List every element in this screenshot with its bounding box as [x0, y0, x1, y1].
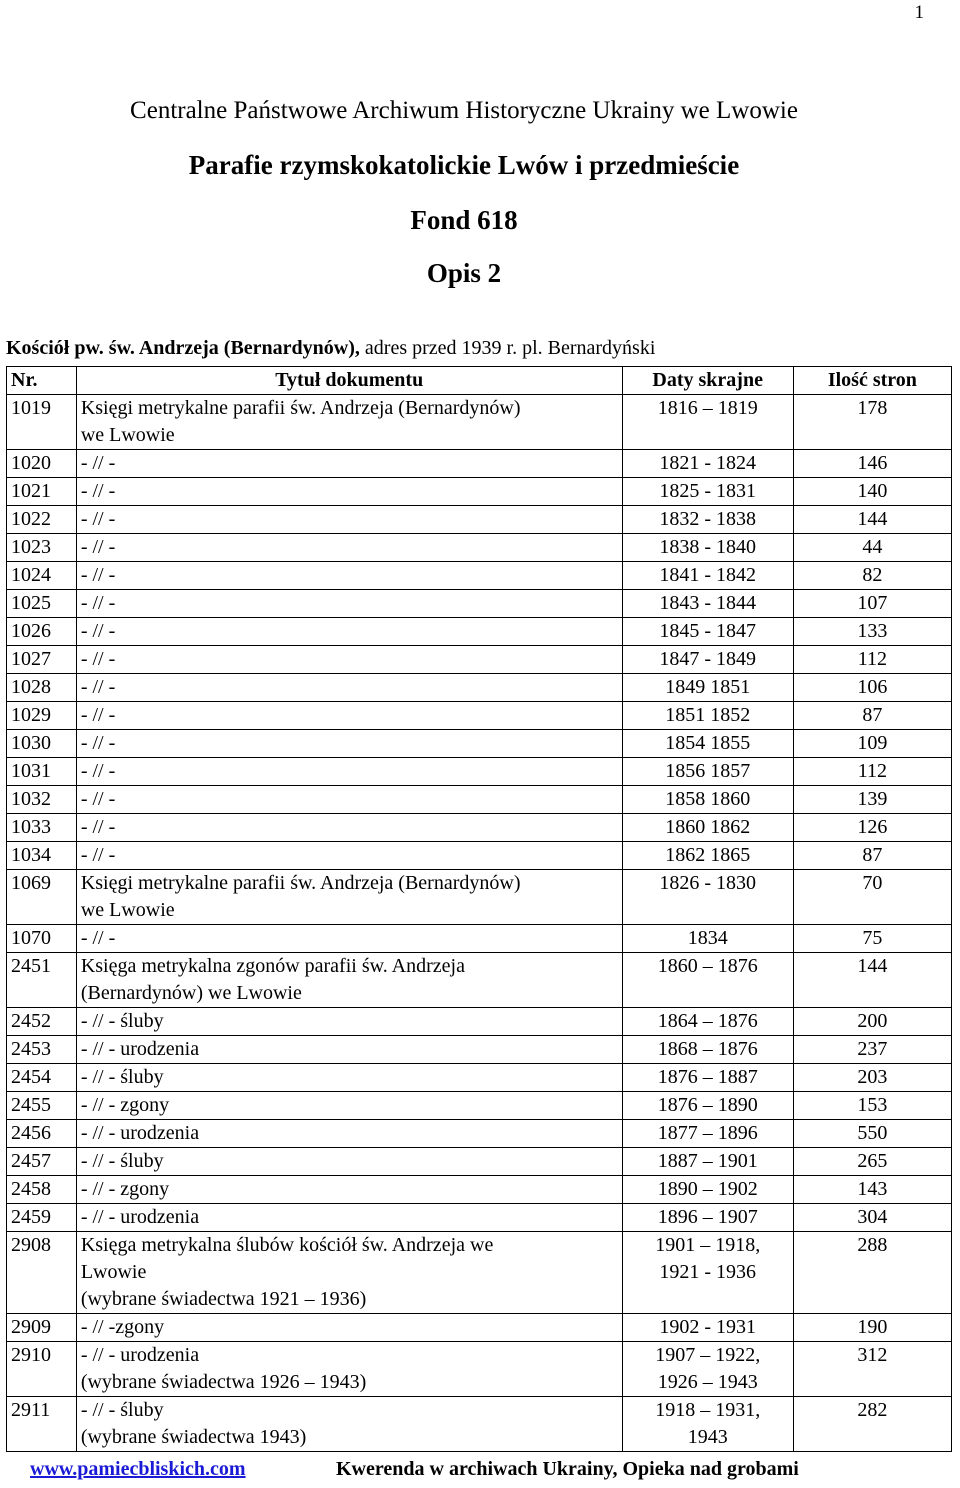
cell-nr: 1027: [11, 648, 51, 670]
cell-title: - // -: [80, 480, 116, 502]
table-row: [7, 1204, 952, 1232]
cell-nr: 2454: [11, 1066, 51, 1088]
table-row: [7, 1036, 952, 1064]
cell-title: - // -: [80, 816, 116, 838]
cell-dates: 1854 1855: [665, 732, 751, 754]
church-line: [6, 337, 655, 360]
cell-dates: 1851 1852: [665, 704, 751, 726]
cell-dates: 1832 - 1838: [659, 508, 757, 530]
cell-pages: 190: [857, 1316, 888, 1338]
column-header-pages: Ilość stron: [793, 367, 951, 395]
table-row: [7, 925, 952, 953]
cell-title: - // -: [80, 592, 116, 614]
table-row: [7, 758, 952, 786]
cell-nr: 1022: [11, 508, 51, 530]
cell-dates: 1890 – 1902: [657, 1178, 758, 1200]
table-row: [7, 870, 952, 925]
cell-nr: 1031: [11, 760, 51, 782]
cell-dates: 1862 1865: [665, 844, 751, 866]
cell-pages: 44: [862, 536, 883, 558]
cell-pages: 153: [857, 1094, 888, 1116]
cell-title: - // -: [80, 676, 116, 698]
cell-dates: 1816 – 1819: [657, 397, 758, 419]
cell-title: - // -: [80, 648, 116, 670]
table-row: [7, 506, 952, 534]
table-row: [7, 674, 952, 702]
cell-pages: 106: [857, 676, 888, 698]
cell-nr: 2908: [11, 1234, 51, 1256]
cell-pages: 144: [857, 955, 888, 977]
table-row: [7, 814, 952, 842]
cell-nr: 2455: [11, 1094, 51, 1116]
cell-dates: 1902 - 1931: [659, 1316, 757, 1338]
cell-pages: 87: [862, 704, 883, 726]
cell-dates: 1877 – 1896: [657, 1122, 758, 1144]
table-row: [7, 534, 952, 562]
archive-name: Centralne Państwowe Archiwum Historyczne Ukrainy we Lwowie: [130, 97, 798, 124]
column-header-dates: Daty skrajne: [622, 367, 793, 395]
cell-title: Księga metrykalna zgonów parafii św. Andrzeja (Bernardynów) we Lwowie: [80, 955, 465, 1004]
table-row: [7, 1064, 952, 1092]
cell-nr: 1020: [11, 452, 51, 474]
cell-pages: 143: [857, 1178, 888, 1200]
cell-dates: 1825 - 1831: [659, 480, 757, 502]
cell-dates: 1826 - 1830: [659, 872, 757, 894]
table-row: [7, 786, 952, 814]
cell-pages: 112: [857, 760, 888, 782]
records-table: [6, 366, 952, 1452]
cell-title: - // -: [80, 788, 116, 810]
cell-pages: 140: [857, 480, 888, 502]
cell-nr: 2457: [11, 1150, 51, 1172]
cell-pages: 112: [857, 648, 888, 670]
cell-nr: 2453: [11, 1038, 51, 1060]
cell-title: - // -: [80, 564, 116, 586]
cell-pages: 203: [857, 1066, 888, 1088]
cell-dates: 1896 – 1907: [657, 1206, 758, 1228]
cell-nr: 1032: [11, 788, 51, 810]
table-body: [7, 395, 952, 1452]
cell-nr: 2458: [11, 1178, 51, 1200]
cell-dates: 1907 – 1922, 1926 – 1943: [655, 1344, 761, 1393]
cell-title: - // - zgony: [80, 1178, 170, 1200]
church-name: Kościół pw. św. Andrzeja (Bernardynów),: [6, 337, 360, 359]
table-row: [7, 618, 952, 646]
cell-title: - // -: [80, 732, 116, 754]
table-row: [7, 1008, 952, 1036]
cell-title: - // -: [80, 452, 116, 474]
cell-pages: 75: [862, 927, 883, 949]
table-row: [7, 1314, 952, 1342]
cell-title: - // - urodzenia: [80, 1038, 200, 1060]
table-row: [7, 1148, 952, 1176]
cell-pages: 133: [857, 620, 888, 642]
table-row: [7, 562, 952, 590]
cell-pages: 550: [857, 1122, 888, 1144]
cell-nr: 1025: [11, 592, 51, 614]
cell-nr: 1030: [11, 732, 51, 754]
table-row: [7, 478, 952, 506]
cell-title: - // - śluby (wybrane świadectwa 1943): [80, 1399, 307, 1448]
table-row: [7, 953, 952, 1008]
cell-dates: 1847 - 1849: [659, 648, 757, 670]
cell-pages: 200: [857, 1010, 888, 1032]
table-row: [7, 395, 952, 450]
cell-title: - // -: [80, 844, 116, 866]
cell-dates: 1841 - 1842: [659, 564, 757, 586]
cell-pages: 109: [857, 732, 888, 754]
table-row: [7, 590, 952, 618]
column-header-nr: Nr.: [7, 367, 77, 395]
cell-nr: 2451: [11, 955, 51, 977]
cell-dates: 1821 - 1824: [659, 452, 757, 474]
cell-pages: 144: [857, 508, 888, 530]
cell-dates: 1849 1851: [665, 676, 751, 698]
cell-nr: 1069: [11, 872, 51, 894]
cell-dates: 1918 – 1931, 1943: [655, 1399, 761, 1448]
cell-title: - // - śluby: [80, 1150, 164, 1172]
document-title: Parafie rzymskokatolickie Lwów i przedmieście: [188, 150, 740, 180]
table-row: [7, 1342, 952, 1397]
cell-pages: 304: [857, 1206, 888, 1228]
cell-nr: 1023: [11, 536, 51, 558]
table-row: [7, 1232, 952, 1314]
cell-nr: 1024: [11, 564, 51, 586]
cell-dates: 1856 1857: [665, 760, 751, 782]
cell-pages: 178: [857, 397, 888, 419]
cell-title: - // -: [80, 508, 116, 530]
cell-dates: 1845 - 1847: [659, 620, 757, 642]
cell-title: - // - śluby: [80, 1066, 164, 1088]
footer-link[interactable]: www.pamiecbliskich.com: [30, 1458, 246, 1480]
page-number: 1: [914, 2, 924, 23]
cell-pages: 146: [857, 452, 888, 474]
cell-dates: 1887 – 1901: [657, 1150, 758, 1172]
cell-pages: 288: [857, 1234, 888, 1256]
cell-nr: 1029: [11, 704, 51, 726]
fond-label: Fond 618: [410, 205, 518, 235]
cell-dates: 1868 – 1876: [657, 1038, 758, 1060]
cell-dates: 1901 – 1918, 1921 - 1936: [655, 1234, 761, 1283]
cell-title: - // - śluby: [80, 1010, 164, 1032]
cell-title: - // - urodzenia: [80, 1122, 200, 1144]
cell-nr: 1034: [11, 844, 51, 866]
table-row: [7, 450, 952, 478]
cell-dates: 1843 - 1844: [659, 592, 757, 614]
table-row: [7, 702, 952, 730]
table-row: [7, 1397, 952, 1452]
cell-nr: 1033: [11, 816, 51, 838]
cell-title: - // -: [80, 620, 116, 642]
cell-title: - // -: [80, 536, 116, 558]
cell-title: Księga metrykalna ślubów kościół św. Andrzeja we Lwowie (wybrane świadectwa 1921 – 1936): [80, 1234, 494, 1310]
cell-pages: 107: [857, 592, 888, 614]
cell-title: - // - urodzenia (wybrane świadectwa 1926 – 1943): [80, 1344, 367, 1393]
cell-title: Księgi metrykalne parafii św. Andrzeja (Bernardynów) we Lwowie: [80, 397, 521, 446]
cell-nr: 1019: [11, 397, 51, 419]
cell-dates: 1838 - 1840: [659, 536, 757, 558]
table-row: [7, 1120, 952, 1148]
cell-title: - // - urodzenia: [80, 1206, 200, 1228]
cell-nr: 1028: [11, 676, 51, 698]
cell-dates: 1876 – 1887: [657, 1066, 758, 1088]
cell-title: - // -: [80, 760, 116, 782]
footer: [30, 1458, 950, 1481]
cell-nr: 2459: [11, 1206, 51, 1228]
cell-nr: 2911: [11, 1399, 51, 1421]
column-header-title: Tytuł dokumentu: [76, 367, 622, 395]
cell-pages: 82: [862, 564, 883, 586]
cell-nr: 1021: [11, 480, 51, 502]
cell-pages: 126: [857, 816, 888, 838]
cell-dates: 1876 – 1890: [657, 1094, 758, 1116]
cell-nr: 1070: [11, 927, 51, 949]
cell-dates: 1860 1862: [665, 816, 751, 838]
footer-text: Kwerenda w archiwach Ukrainy, Opieka nad grobami: [336, 1458, 799, 1480]
cell-pages: 312: [857, 1344, 888, 1366]
cell-title: Księgi metrykalne parafii św. Andrzeja (Bernardynów) we Lwowie: [80, 872, 521, 921]
cell-dates: 1860 – 1876: [657, 955, 758, 977]
table-header-row: [7, 367, 952, 395]
cell-dates: 1834: [687, 927, 728, 949]
table-row: [7, 1176, 952, 1204]
cell-pages: 87: [862, 844, 883, 866]
cell-title: - // -: [80, 704, 116, 726]
cell-nr: 1026: [11, 620, 51, 642]
cell-dates: 1858 1860: [665, 788, 751, 810]
cell-nr: 2910: [11, 1344, 51, 1366]
cell-pages: 237: [857, 1038, 888, 1060]
cell-nr: 2456: [11, 1122, 51, 1144]
table-row: [7, 1092, 952, 1120]
cell-title: - // -: [80, 927, 116, 949]
cell-nr: 2452: [11, 1010, 51, 1032]
cell-pages: 139: [857, 788, 888, 810]
cell-dates: 1864 – 1876: [657, 1010, 758, 1032]
table-row: [7, 842, 952, 870]
opis-label: Opis 2: [426, 258, 502, 288]
cell-pages: 70: [862, 872, 883, 894]
cell-title: - // -zgony: [80, 1316, 165, 1338]
table-row: [7, 730, 952, 758]
church-address: adres przed 1939 r. pl. Bernardyński: [364, 337, 656, 359]
cell-pages: 265: [857, 1150, 888, 1172]
table-row: [7, 646, 952, 674]
cell-nr: 2909: [11, 1316, 51, 1338]
cell-pages: 282: [857, 1399, 888, 1421]
cell-title: - // - zgony: [80, 1094, 170, 1116]
